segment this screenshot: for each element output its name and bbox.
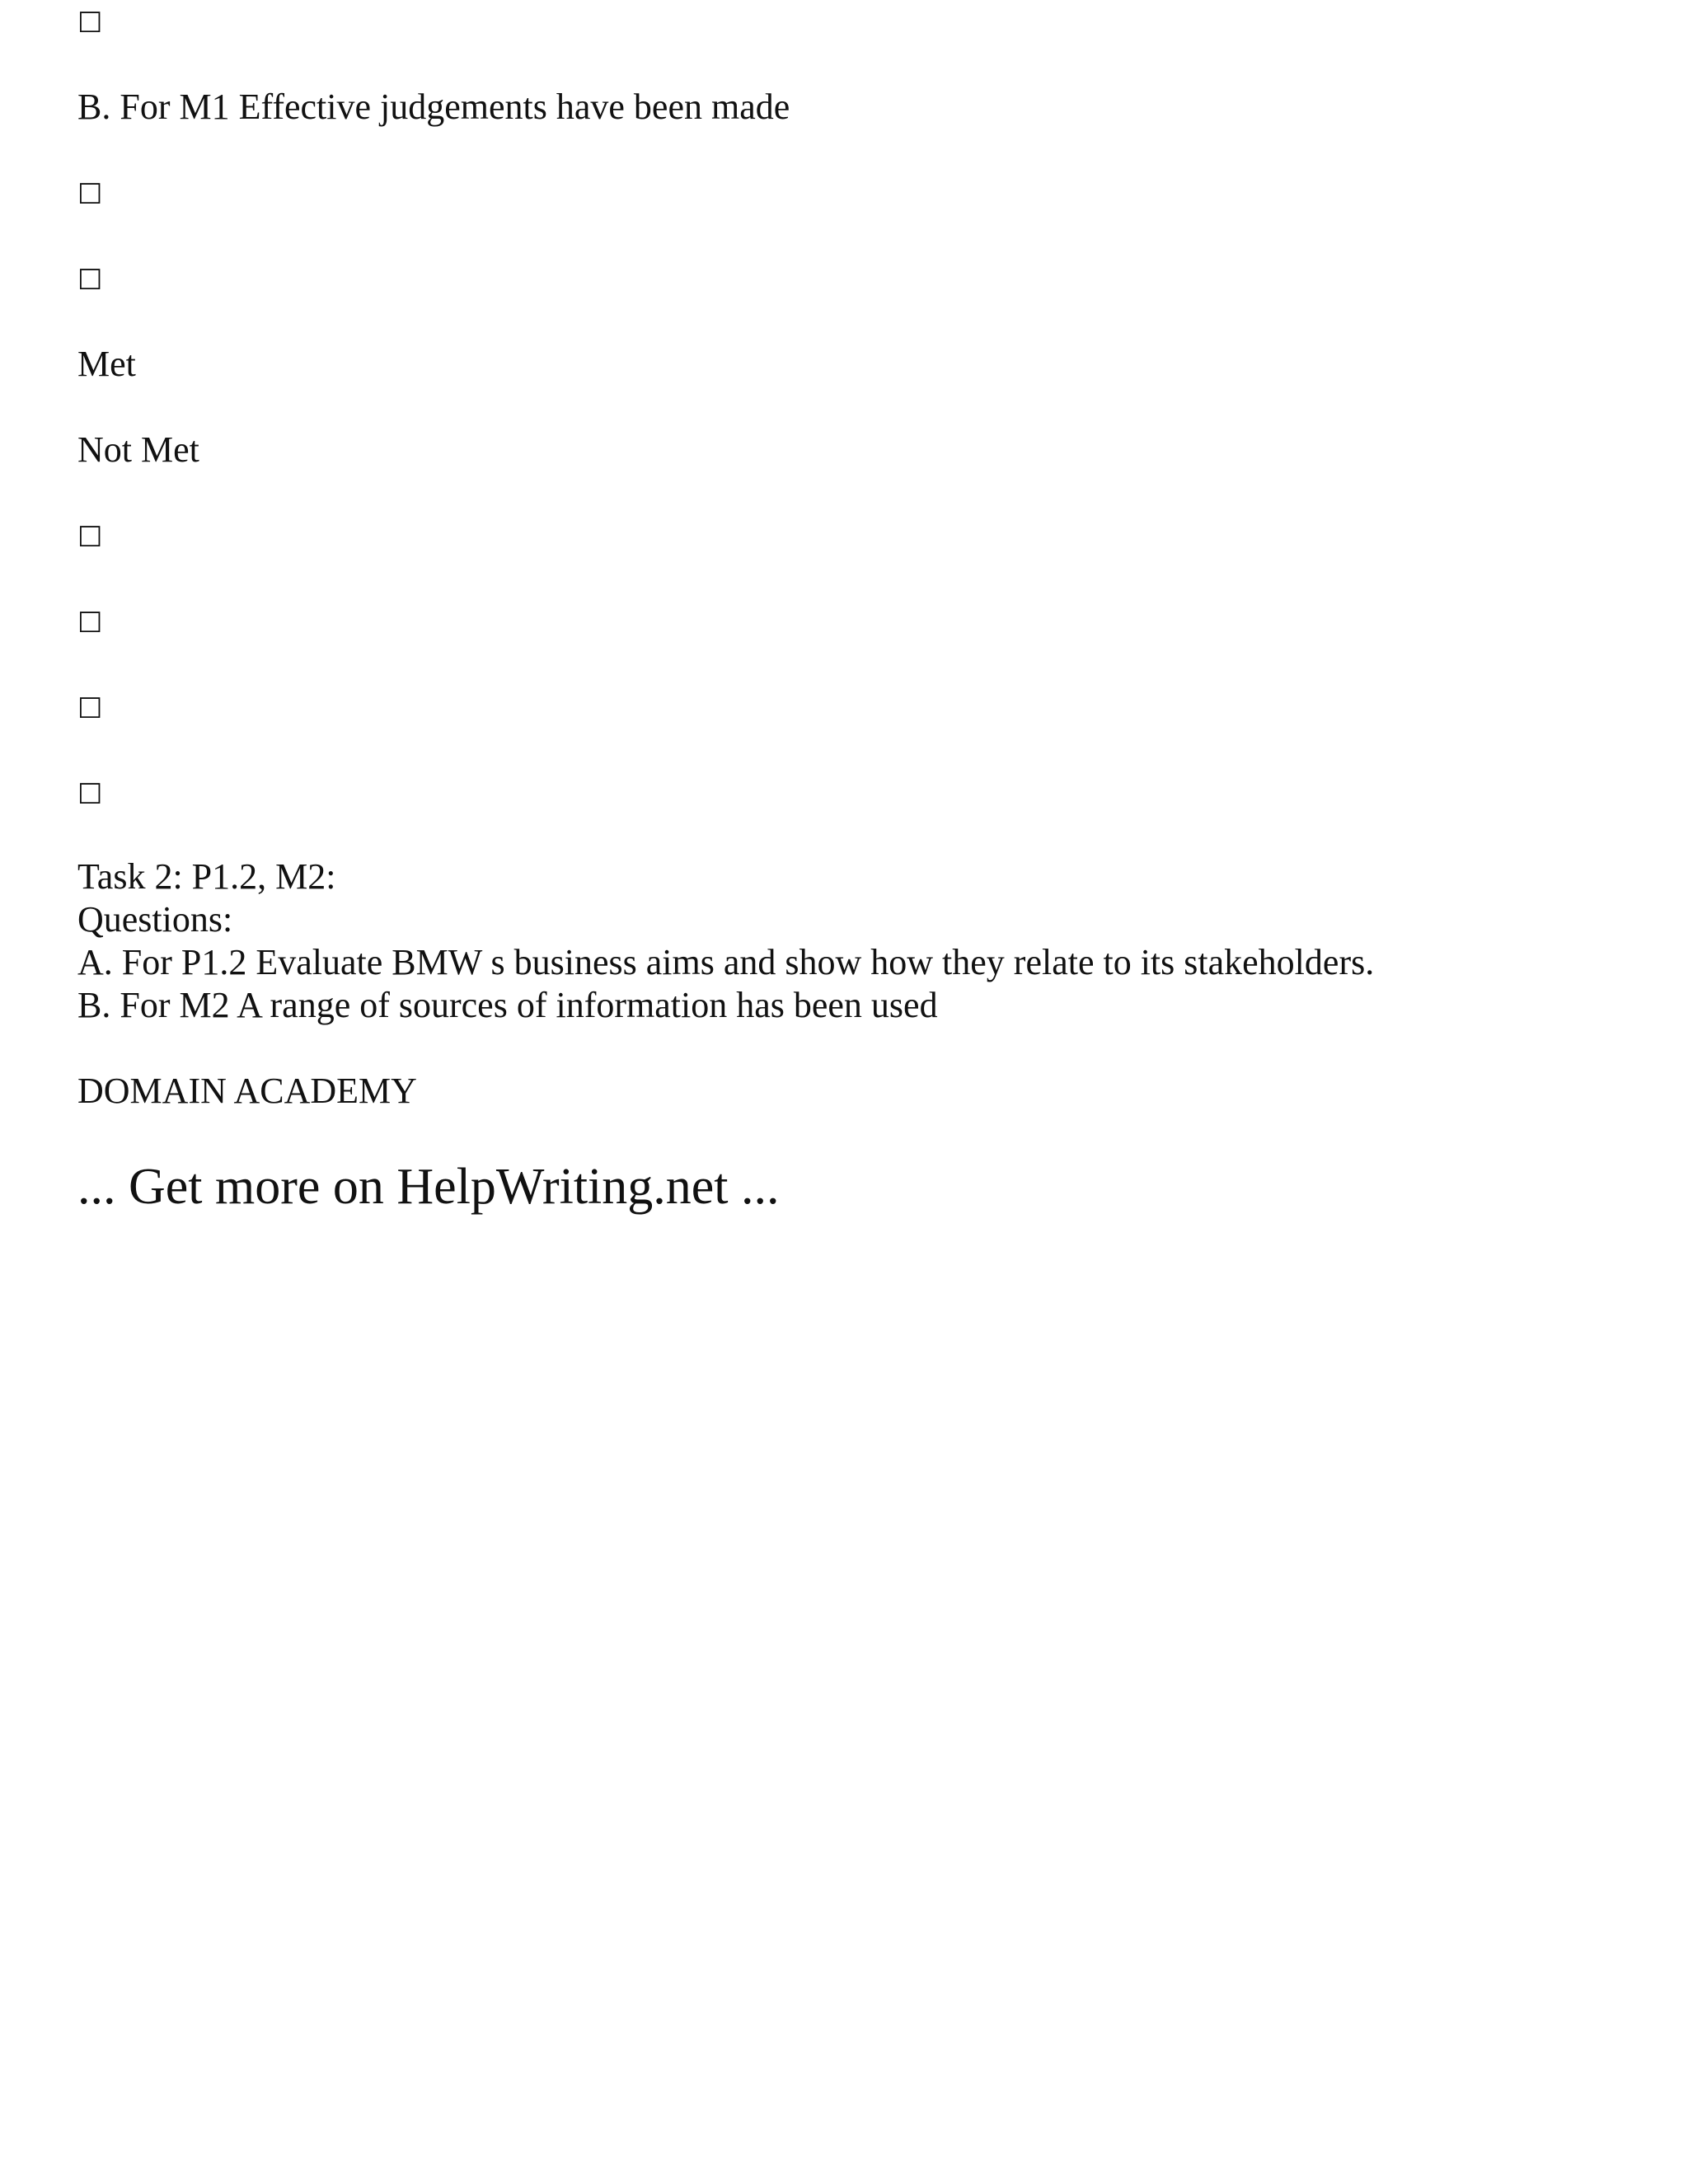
checkbox-6: ☐ <box>77 692 103 725</box>
academy-name: DOMAIN ACADEMY <box>77 1071 417 1111</box>
status-not-met-label: Not Met <box>77 429 199 470</box>
task-heading: Task 2: P1.2, M2: <box>77 856 336 897</box>
helpwriting-link[interactable]: ... Get more on HelpWriting.net ... <box>77 1159 780 1215</box>
status-met-label: Met <box>77 344 136 384</box>
questions-label: Questions: <box>77 899 233 940</box>
checkbox-5: ☐ <box>77 607 103 640</box>
checkbox-4: ☐ <box>77 521 103 554</box>
checkbox-3: ☐ <box>77 264 103 297</box>
checkbox-2: ☐ <box>77 178 103 211</box>
criterion-b-m1: B. For M1 Effective judgements have been made <box>77 87 790 127</box>
checkbox-7: ☐ <box>77 778 103 811</box>
checkbox-1: ☐ <box>77 7 103 40</box>
question-a: A. For P1.2 Evaluate BMW s business aims and show how they relate to its stakeholders. <box>77 942 1375 982</box>
question-b: B. For M2 A range of sources of information has been used <box>77 985 938 1025</box>
